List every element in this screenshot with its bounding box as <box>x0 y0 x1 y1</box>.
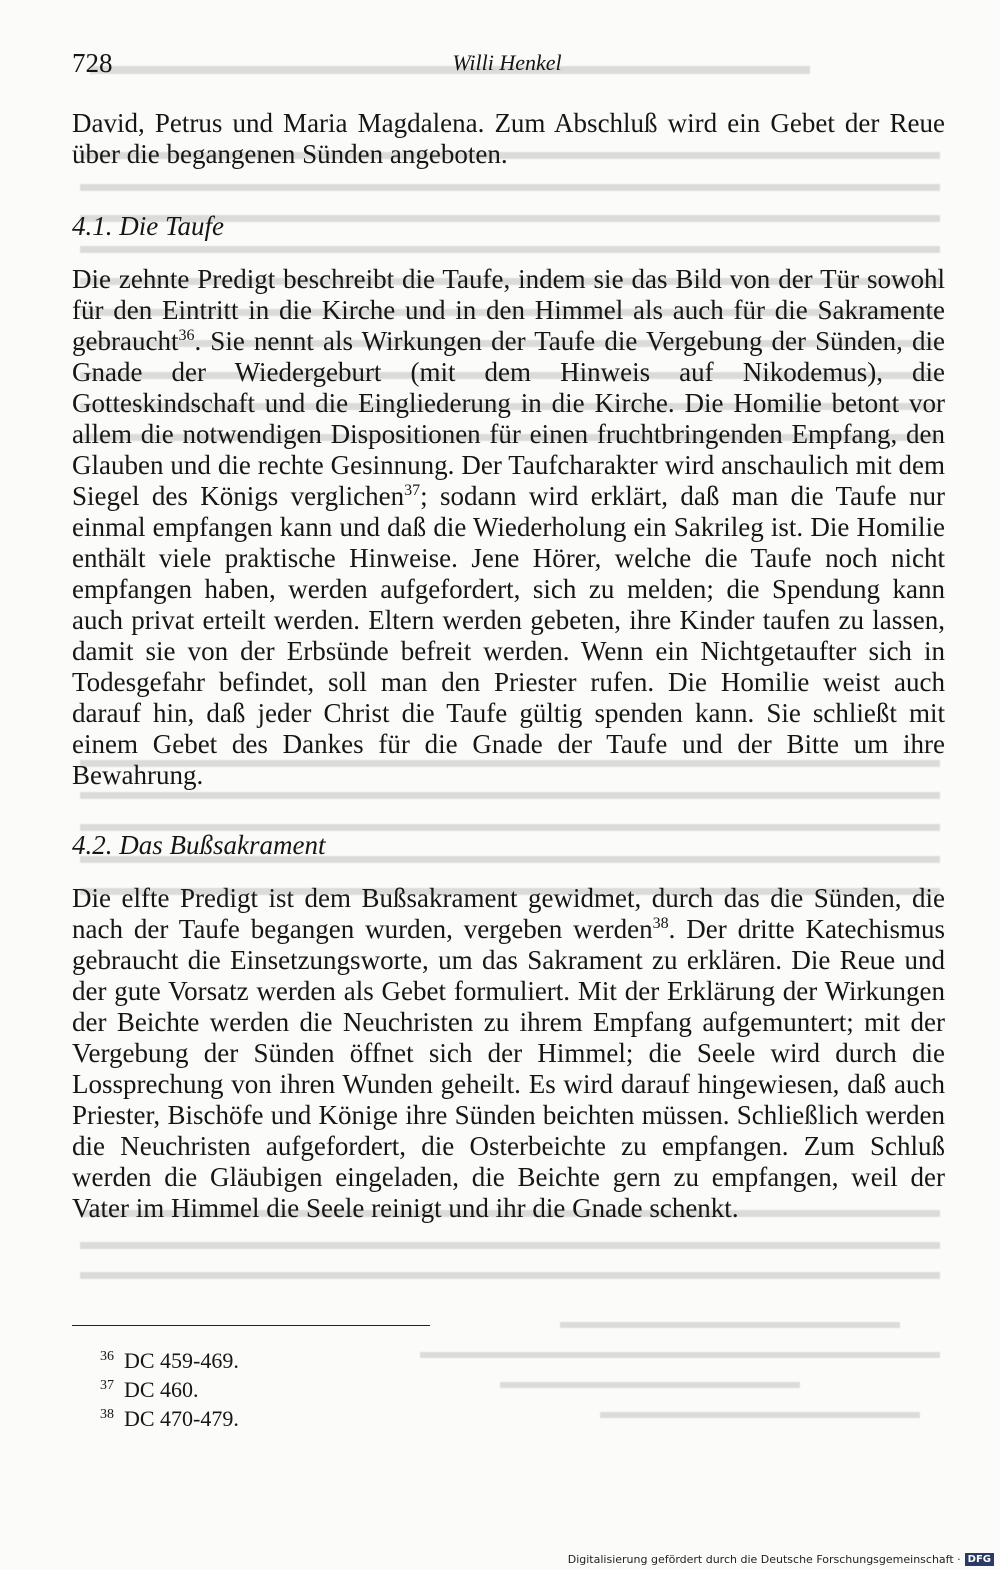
footnote <box>100 1375 239 1404</box>
footnote-ref: 38 <box>652 915 669 932</box>
paragraph-text: ; sodann wird erklärt, daß man die Taufe nur einmal empfangen kann und daß die Wiederholung ein Sakrileg ist. Die Homilie enthält viele praktische Hinweise. Jene Hörer, welche die Taufe noch nicht empfangen haben, werden aufgefordert, sich zu melden; die Spendung kann auch privat erteilt werden. Eltern werden gebeten, ihre Kinder taufen zu lassen, damit sie von der Erbsünde befreit werden. Wenn ein Nichtgetaufter sich in Todesgefahr befindet, soll man den Priester rufen. Die Homilie weist auch darauf hin, daß jeder Christ die Taufe gültig spenden kann. Sie schließt mit einem Gebet des Dankes für die Gnade der Taufe und der Bitte um ihre Bewahrung. <box>72 481 945 790</box>
footnote-ref: 37 <box>404 482 421 499</box>
paragraph-busssakrament <box>72 883 945 1224</box>
paragraph-text: . Der dritte Katechismus gebraucht die Einsetzungsworte, um das Sakrament zu erklären. Die Reue und der gute Vorsatz werden als Gebet formuliert. Mit der Erklärung der Wirkungen der Beichte werden die Neuchristen zu ihrem Empfang aufgemuntert; mit der Vergebung der Sünden öffnet sich der Himmel; die Seele wird durch die Lossprechung von ihren Wunden geheilt. Es wird darauf hingewiesen, daß auch Priester, Bischöfe und Könige ihre Sünden beichten müssen. Schließlich werden die Neuchristen aufgefordert, die Osterbeichte zu empfangen. Zum Schluß werden die Gläubigen eingeladen, die Beichte gern zu empfangen, weil der Vater im Himmel die Seele reinigt und ihr die Gnade schenkt. <box>72 914 945 1223</box>
paragraph-text: . Sie nennt als Wirkungen der Taufe die Vergebung der Sünden, die Gnade der Wiedergeburt (mit dem Hinweis auf Nikodemus), die Gotteskindschaft und die Eingliederung in die Kirche. Die Homilie betont vor allem die notwendigen Dispositionen für einen fruchtbringenden Empfang, den Glauben und die rechte Gesinnung. Der Taufcharakter wird anschaulich mit dem Siegel des Königs verglichen <box>72 326 945 511</box>
main-text <box>72 108 945 1224</box>
page-number: 728 <box>72 48 113 78</box>
section-heading-busssakrament: 4.2. Das Bußsakrament <box>72 830 326 860</box>
page-header <box>72 48 942 88</box>
dfg-logo: DFG <box>965 1553 994 1566</box>
paragraph-text: Die elfte Predigt ist dem Bußsakrament gewidmet, durch das die Sünden, die nach der Taufe begangen wurden, vergeben werden <box>72 883 945 944</box>
section-heading-taufe: 4.1. Die Taufe <box>72 211 225 241</box>
digitization-credit <box>568 1553 994 1566</box>
footnote-number: 38 <box>100 1406 114 1422</box>
intro-paragraph: David, Petrus und Maria Magdalena. Zum Abschluß wird ein Gebet der Reue über die begangenen Sünden angeboten. <box>72 108 945 169</box>
footnote <box>100 1346 239 1375</box>
footnote <box>100 1404 239 1433</box>
footnote-number: 36 <box>100 1348 114 1364</box>
credit-text: Digitalisierung gefördert durch die Deutsche Forschungsgemeinschaft · <box>567 1553 961 1566</box>
footnote-text: DC 460. <box>124 1377 199 1402</box>
footnote-text: DC 470-479. <box>124 1406 239 1431</box>
running-head: Willi Henkel <box>452 50 562 75</box>
footnote-rule <box>72 1325 430 1326</box>
paragraph-taufe <box>72 264 945 791</box>
footnote-text: DC 459-469. <box>124 1348 239 1373</box>
footnotes <box>100 1346 239 1433</box>
paragraph-text: Die zehnte Predigt beschreibt die Taufe, indem sie das Bild von der Tür sowohl für den Eintritt in die Kirche und in den Himmel als auch für die Sakramente gebraucht <box>72 264 945 356</box>
footnote-ref: 36 <box>178 327 195 344</box>
footnote-number: 37 <box>100 1377 114 1393</box>
